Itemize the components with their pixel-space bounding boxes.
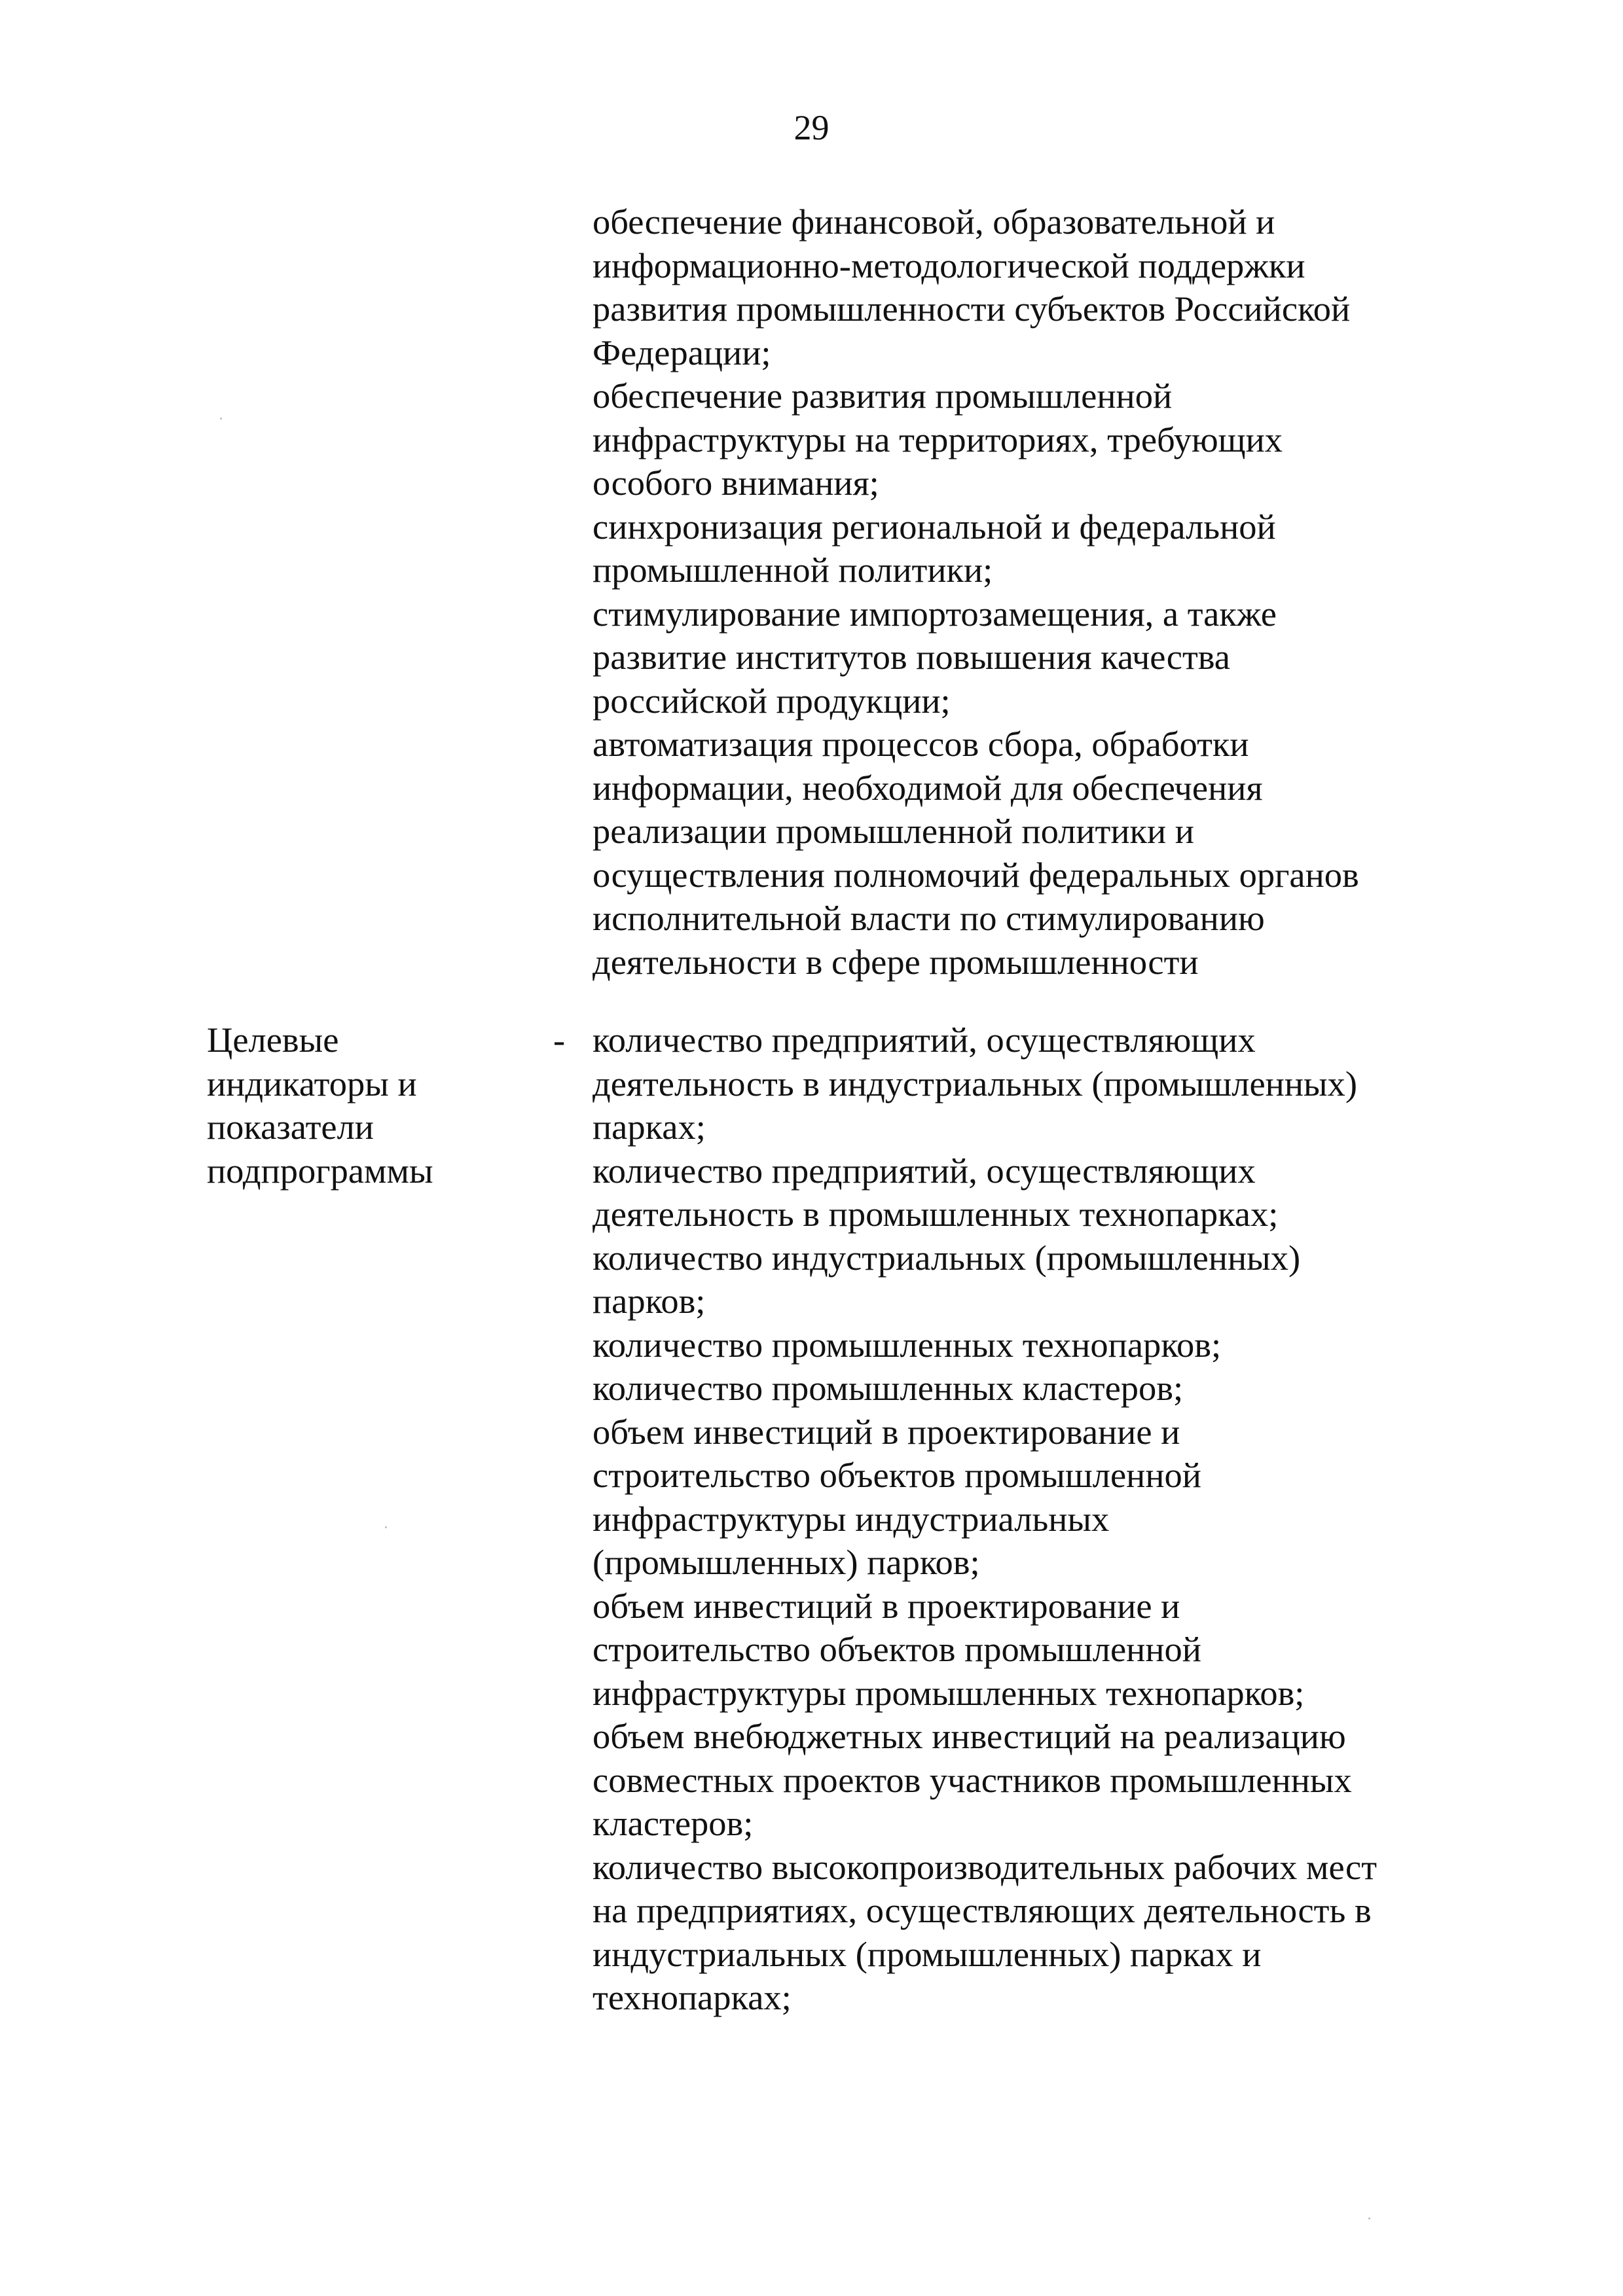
- scan-speck: [1368, 2217, 1370, 2219]
- indicators-section-label: Целевые индикаторы и показатели подпрограммы: [207, 1020, 433, 1191]
- list-item: объем инвестиций в проектирование и строительство объектов промышленной инфраструктуры промышленных технопарков;: [593, 1585, 1305, 1713]
- list-item: количество высокопроизводительных рабочих мест на предприятиях, осуществляющих деятельность в индустриальных (промышленных) парках и технопарках;: [593, 1846, 1377, 2017]
- scan-speck: [385, 1526, 387, 1528]
- list-item: стимулирование импортозамещения, а также развитие институтов повышения качества российской продукции;: [593, 593, 1277, 721]
- scan-speck: [220, 418, 222, 420]
- section-dash: -: [553, 1020, 566, 1060]
- list-item: количество предприятий, осуществляющих деятельность в индустриальных (промышленных) парках;: [593, 1020, 1358, 1147]
- indicators-list: [593, 1018, 1470, 2020]
- page-number: 29: [793, 108, 830, 147]
- list-item: синхронизация региональной и федеральной промышленной политики;: [593, 506, 1276, 590]
- list-item: автоматизация процессов сбора, обработки информации, необходимой для обеспечения реализации промышленной политики и осуществления полномочий федеральных органов исполнительной власти по стимулированию деятельности в сфере промышленности: [593, 724, 1359, 982]
- list-item: обеспечение финансовой, образовательной и информационно-методологической поддержки развития промышленности субъектов Российской Федерации;: [593, 202, 1351, 372]
- list-item: объем инвестиций в проектирование и строительство объектов промышленной инфраструктуры индустриальных (промышленных) парков;: [593, 1411, 1201, 1582]
- list-item: обеспечение развития промышленной инфраструктуры на территориях, требующих особого внимания;: [593, 376, 1283, 503]
- list-item: количество предприятий, осуществляющих деятельность в промышленных технопарках;: [593, 1150, 1279, 1234]
- list-item: объем внебюджетных инвестиций на реализацию совместных проектов участников промышленных кластеров;: [593, 1716, 1352, 1843]
- list-item: количество промышленных кластеров;: [593, 1368, 1184, 1408]
- tasks-list: [593, 200, 1470, 984]
- list-item: количество промышленных технопарков;: [593, 1324, 1222, 1365]
- list-item: количество индустриальных (промышленных) парков;: [593, 1237, 1301, 1321]
